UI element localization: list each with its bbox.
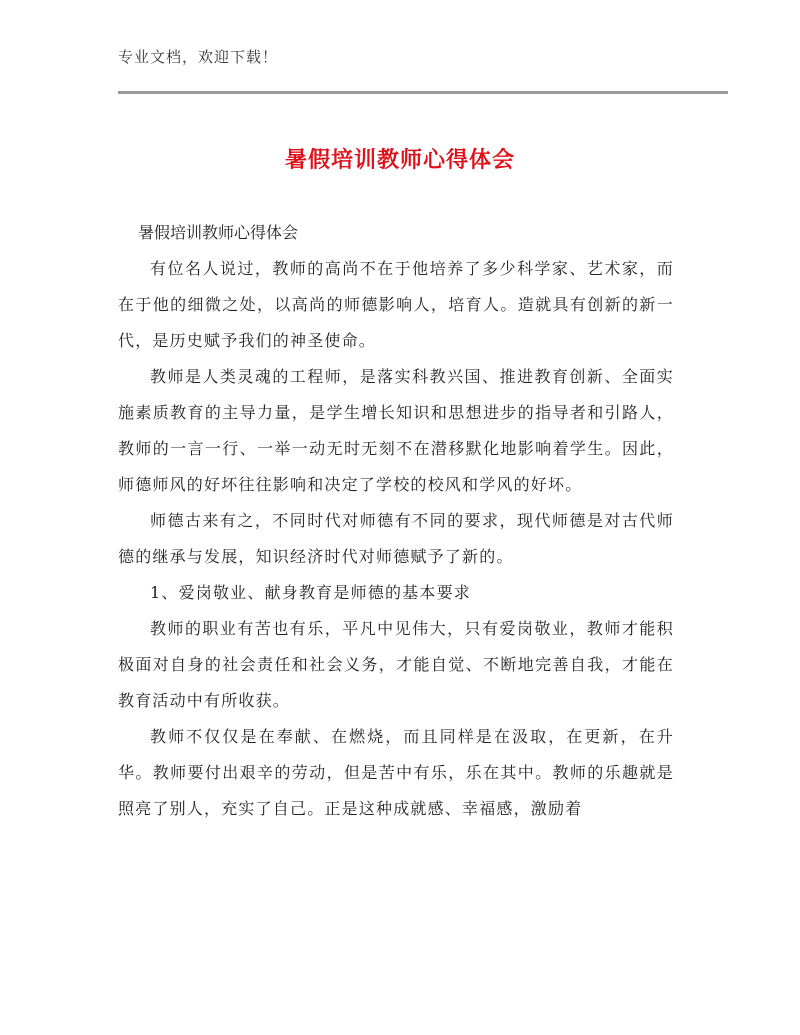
header-divider [118,91,728,94]
paragraph-1: 有位名人说过，教师的高尚不在于他培养了多少科学家、艺术家，而在于他的细微之处，以高尚的师德影响人，培育人。造就具有创新的新一代，是历史赋予我们的神圣使命。 [118,259,674,350]
section-heading-1: 1、爱岗敬业、献身教育是师德的基本要求 [150,583,471,602]
paragraph-2: 教师是人类灵魂的工程师，是落实科教兴国、推进教育创新、全面实施素质教育的主导力量，是学生增长知识和思想进步的指导者和引路人，教师的一言一行、一举一动无时无刻不在潜移默化地影响着学生。因此，师德师风的好坏往往影响和决定了学校的校风和学风的好坏。 [118,367,674,494]
document-subtitle: 暑假培训教师心得体会 [138,223,299,242]
document-title: 暑假培训教师心得体会 [284,148,515,173]
paragraph-4: 教师的职业有苦也有乐，平凡中见伟大，只有爱岗敬业，教师才能积极面对自身的社会责任和社会义务，才能自觉、不断地完善自我，才能在教育活动中有所收获。 [118,619,674,710]
document-body [118,215,674,827]
paragraph-3: 师德古来有之，不同时代对师德有不同的要求，现代师德是对古代师德的继承与发展，知识经济时代对师德赋予了新的。 [118,511,674,566]
page-header-text: 专业文档，欢迎下载！ [118,48,279,66]
paragraph-5: 教师不仅仅是在奉献、在燃烧，而且同样是在汲取，在更新，在升华。教师要付出艰辛的劳动，但是苦中有乐，乐在其中。教师的乐趣就是照亮了别人，充实了自己。正是这种成就感、幸福感，激励着 [118,727,674,818]
